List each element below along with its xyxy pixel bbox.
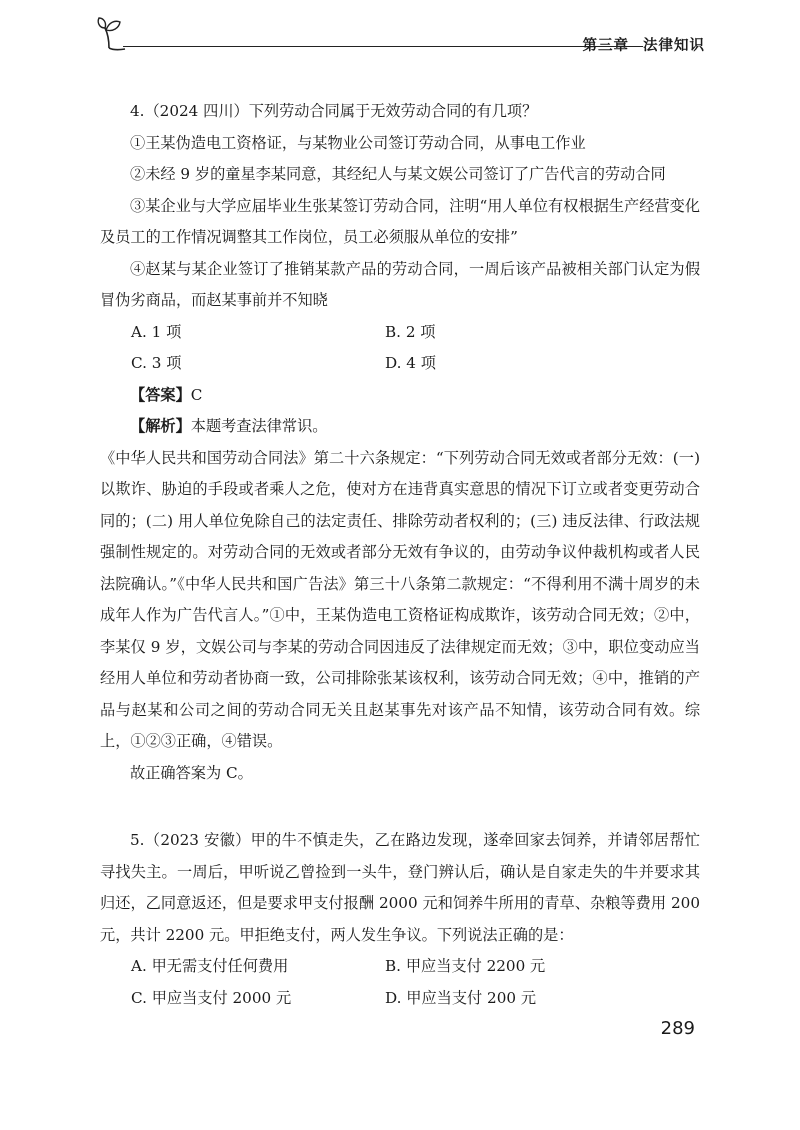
q5-option-c: C. 甲应当支付 2000 元 — [131, 988, 292, 1007]
q5-options-row-2 — [100, 983, 700, 1015]
q5-stem: 5.（2023 安徽）甲的牛不慎走失，乙在路边发现，遂牵回家去饲养，并请邻居帮忙寻找失主。一周后，甲听说乙曾捡到一头牛，登门辨认后，确认是自家走失的牛并要求其归还，乙同意返还，但是要求甲支付报酬 2000 元和饲养牛所用的青草、杂粮等费用 200 元，共计 2200 元。甲拒绝支付，两人发生争议。下列说法正确的是： — [100, 831, 700, 944]
q4-option-c: C. 3 项 — [131, 354, 182, 372]
q4-conclusion: 故正确答案为 C。 — [130, 763, 253, 782]
question-gap — [100, 789, 700, 825]
q5-option-d: D. 甲应当支付 200 元 — [385, 988, 537, 1007]
q4-stem: 4.（2024 四川）下列劳动合同属于无效劳动合同的有几项？ — [130, 102, 538, 120]
q4-option-a: A. 1 项 — [131, 322, 182, 341]
chapter-title: 法律知识 — [643, 38, 705, 54]
q4-analysis-heading — [100, 411, 700, 443]
q4-item-3: ③某企业与大学应届毕业生张某签订劳动合同，注明“用人单位有权根据生产经营变化及员工的工作情况调整其工作岗位，员工必须服从单位的安排” — [100, 196, 700, 246]
answer-tag: 【答案】 — [130, 385, 191, 404]
q5-options-row-1 — [100, 951, 700, 983]
page-header — [95, 12, 705, 52]
q4-option-d: D. 4 项 — [385, 354, 436, 372]
header-rule — [123, 46, 643, 47]
chapter-heading — [583, 34, 706, 55]
q4-option-b: B. 2 项 — [385, 322, 436, 341]
q4-item-4: ④赵某与某企业签订了推销某款产品的劳动合同，一周后该产品被相关部门认定为假冒伪劣商品，而赵某事前并不知晓 — [100, 259, 700, 309]
q4-analysis-body: 《中华人民共和国劳动合同法》第二十六条规定：“下列劳动合同无效或者部分无效：(一) 以欺诈、胁迫的手段或者乘人之危，使对方在违背真实意思的情况下订立或者变更劳动合同的；(二) 用人单位免除自己的法定责任、排除劳动者权利的；(三) 违反法律、行政法规强制性规定的。对劳动合同的无效或者部分无效有争议的，由劳动争议仲裁机构或者人民法院确认。”《中华人民共和国广告法》第三十八条第二款规定：“不得利用不满十周岁的未成年人作为广告代言人。”①中，王某伪造电工资格证构成欺诈，该劳动合同无效；②中，李某仅 9 岁，文娱公司与李某的劳动合同因违反了法律规定而无效；③中，职位变动应当经用人单位和劳动者协商一致，公司排除张某该权利，该劳动合同无效；④中，推销的产品与赵某和公司之间的劳动合同无关且赵某事先对该产品不知情，该劳动合同有效。综上，①②③正确，④错误。 — [100, 448, 700, 750]
q5-option-a: A. 甲无需支付任何费用 — [131, 957, 289, 975]
analysis-tag: 【解析】 — [130, 417, 191, 435]
q4-options-row-1 — [100, 317, 700, 349]
q4-options-row-2 — [100, 348, 700, 380]
chapter-number: 第三章 — [582, 38, 629, 54]
q4-answer — [100, 380, 700, 412]
page-number: 289 — [660, 1018, 695, 1039]
q4-item-2: ②未经 9 岁的童星李某同意，其经纪人与某文娱公司签订了广告代言的劳动合同 — [130, 165, 666, 183]
q5-option-b: B. 甲应当支付 2200 元 — [385, 957, 546, 975]
page-content — [100, 96, 700, 1014]
analysis-intro: 本题考查法律常识。 — [190, 417, 328, 435]
answer-value: C — [190, 385, 203, 404]
q4-item-1: ①王某伪造电工资格证，与某物业公司签订劳动合同，从事电工作业 — [130, 133, 586, 152]
